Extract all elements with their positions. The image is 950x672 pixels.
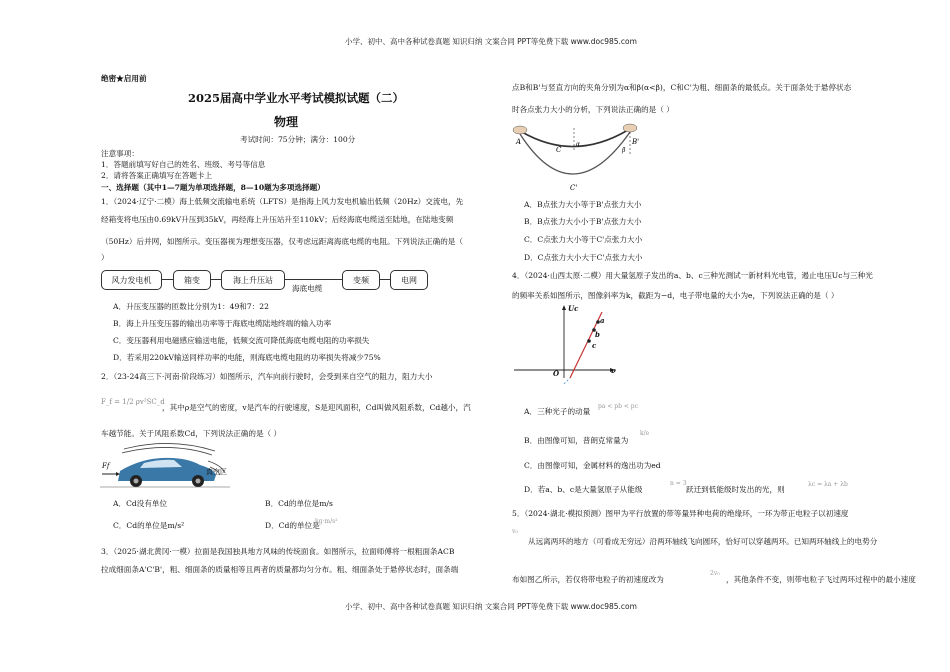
exam-title: 2025届高中学业水平考试模拟试题（二） xyxy=(188,91,405,105)
exam-time: 考试时间：75分钟；满分：100分 xyxy=(240,135,356,144)
q4-option-b-math: k/e xyxy=(640,430,650,437)
flow-box-transformer: 箱变 xyxy=(173,270,211,290)
q2-text: 车越节能。关于风阻系数Cd，下列说法正确的是（ ） xyxy=(101,429,282,438)
q4-option-d-level: n = 3 xyxy=(670,480,687,487)
q3-option-d: D．C点张力大小大于C'点张力大小 xyxy=(524,253,643,262)
flow-box-substation: 海上升压站 xyxy=(221,270,285,290)
q2-unit: kg·m/s² xyxy=(315,518,338,525)
q3-option-c: C．C点张力大小等于C'点张力大小 xyxy=(524,235,643,244)
q3-text: 拉成细面条A'C'B'，粗、细面条的质量相等且两者的质量都均匀分布。粗、细面条处于悬停状态时，面条端 xyxy=(101,565,459,574)
q1-text: （50Hz）后并网，如图所示。变压器视为理想变压器，仅考虑远距离海底电缆的电阻。下列说法正确的是（ xyxy=(101,237,463,246)
flow-arrow xyxy=(210,279,221,280)
q2-option-c: C．Cd的单位是m/s² xyxy=(113,521,185,530)
svg-text:A: A xyxy=(516,138,522,146)
q1-option-c: C．变压器利用电磁感应输送电能，低频交流可降低海底电缆电阻的功率损失 xyxy=(113,336,370,345)
subject-title: 物理 xyxy=(274,115,299,129)
q3-option-b: B．B点张力大小小于B'点张力大小 xyxy=(524,217,642,226)
flow-box-generator: 风力发电机 xyxy=(101,270,162,290)
q1-option-b: B．海上升压变压器的输出功率等于海底电缆陆地终端的输入功率 xyxy=(113,319,332,328)
q5-text: ，其他条件不变，则带电粒子飞过两环过程中的最小速度 xyxy=(726,575,916,584)
q3-text-cont: 点B和B'与竖直方向的夹角分别为α和β(α<β)，C和C'为粗、细面条的最低点。关于面条处于悬停状态 xyxy=(512,83,852,92)
flow-arrow xyxy=(161,279,173,280)
q2-formula: F_f = 1/2 ρv²SC_d xyxy=(101,398,165,406)
noodle-figure xyxy=(512,120,647,192)
notes-title: 注意事项： xyxy=(101,149,139,158)
svg-text:C: C xyxy=(556,146,562,154)
q4-option-b: B．由图像可知，普朗克常量为 xyxy=(524,436,629,445)
q5-text: 布如图乙所示，若仅将带电粒子的初速度改为 xyxy=(512,575,664,584)
secret-label: 绝密★启用前 xyxy=(101,74,147,83)
svg-text:α: α xyxy=(576,141,581,148)
q1-text: ） xyxy=(101,253,109,262)
graph-origin-label: O xyxy=(553,369,560,378)
q5-text: 从远离两环的地方（可看成无穷远）沿两环轴线飞向圆环，恰好可以穿越两环。已知两环轴线上的电势分 xyxy=(528,537,878,546)
q2-text: 2．（23-24高三下·河南·阶段练习）如图所示，汽车向前行驶时，会受到来自空气的阻力，阻力大小 xyxy=(101,372,433,381)
q2-option-b: B．Cd的单位是m/s xyxy=(265,499,333,508)
flow-box-converter: 变频 xyxy=(342,270,380,290)
q2-text: ，其中ρ是空气的密度，v是汽车的行驶速度，S是迎风面积，Cd叫做风阻系数，Cd越小，汽 xyxy=(162,403,471,412)
flow-arrow-cable xyxy=(284,279,342,280)
q4-text: 的频率关系如图所示，图像斜率为k，截距为−d，电子带电量的大小为e，下列说法正确的是（ ） xyxy=(512,291,839,300)
q3-option-a: A．B点张力大小等于B'点张力大小 xyxy=(524,200,642,209)
q5-v0: v₀ xyxy=(512,528,518,535)
q4-option-a-math: pa < pb < pc xyxy=(598,403,638,410)
q2-option-d: D．Cd的单位是 xyxy=(265,521,320,530)
note-item: 2．请将答案正确填写在答题卡上 xyxy=(101,171,213,180)
svg-text:β: β xyxy=(622,147,626,154)
q3-text-cont: 时各点张力大小的分析，下列说法正确的是（ ） xyxy=(512,105,674,114)
graph-point-c: c xyxy=(592,341,597,350)
q4-option-d-math: λc = λa + λb xyxy=(808,481,848,488)
vacuum-label: 真空区 xyxy=(206,468,227,476)
q4-option-c: C．由图像可知，金属材料的逸出功为ed xyxy=(524,461,661,470)
q4-option-a: A．三种光子的动量 xyxy=(524,407,591,416)
force-label: Ff xyxy=(102,462,110,470)
q1-option-a: A．升压变压器的匝数比分别为1：49和7：22 xyxy=(113,302,269,311)
q1-text: 1．（2024·辽宁·二模）海上低频交流输电系统（LFTS）是指海上风力发电机输出低频（20Hz）交流电，先 xyxy=(101,197,464,206)
page-header: 小学、初中、高中各种试卷真题 知识归纳 文案合同 PPT等免费下载 www.doc985.com xyxy=(345,37,637,46)
q5-v2: 2v₀ xyxy=(710,570,720,577)
q4-text: 4．（2024·山西太原·二模）用大量氢原子发出的a、b、c三种光测试一新材料光电管，遏止电压Uc与三种光 xyxy=(512,271,873,280)
graph-point-a: a xyxy=(600,316,605,325)
flow-box-grid: 电网 xyxy=(390,270,428,290)
svg-text:C': C' xyxy=(570,184,578,192)
q1-text: 经箱变将电压由0.69kV升压到35kV，再经海上升压站升至110kV；后经海底电缆送至陆地，在陆地变频 xyxy=(101,215,454,224)
graph-point-b: b xyxy=(595,330,600,339)
svg-text:B': B' xyxy=(632,138,640,146)
flow-arrow xyxy=(379,279,390,280)
section-heading: 一、选择题（其中1—7题为单项选择题，8—10题为多项选择题） xyxy=(101,183,325,192)
q5-text: 5．（2024·湖北·模拟预测）图甲为平行放置的带等量异种电荷的绝缘环，一环为带正电粒子以初速度 xyxy=(512,509,849,518)
q3-text: 3．（2025·湖北黄冈·一模）拉面是我国独具地方风味的传统面食。如图所示，拉面师傅将一根粗面条ACB xyxy=(101,547,455,556)
q4-option-d: D．若a、b、c是大量氢原子从能级 xyxy=(524,485,643,494)
q4-option-d-cont: 跃迁到低能级时发出的光，则 xyxy=(686,485,785,494)
q2-option-a: A．Cd没有单位 xyxy=(113,499,168,508)
cable-label: 海底电缆 xyxy=(292,284,323,293)
graph-y-label: Uc xyxy=(568,304,579,313)
note-item: 1．答题前填写好自己的姓名、班级、考号等信息 xyxy=(101,160,266,169)
graph-x-label: ν xyxy=(611,366,616,375)
page-footer: 小学、初中、高中各种试卷真题 知识归纳 文案合同 PPT等免费下载 www.doc985.com xyxy=(345,602,637,611)
q1-option-d: D．若采用220kV输送同样功率的电能，则海底电缆电阻的功率损失将减少75% xyxy=(113,353,381,362)
